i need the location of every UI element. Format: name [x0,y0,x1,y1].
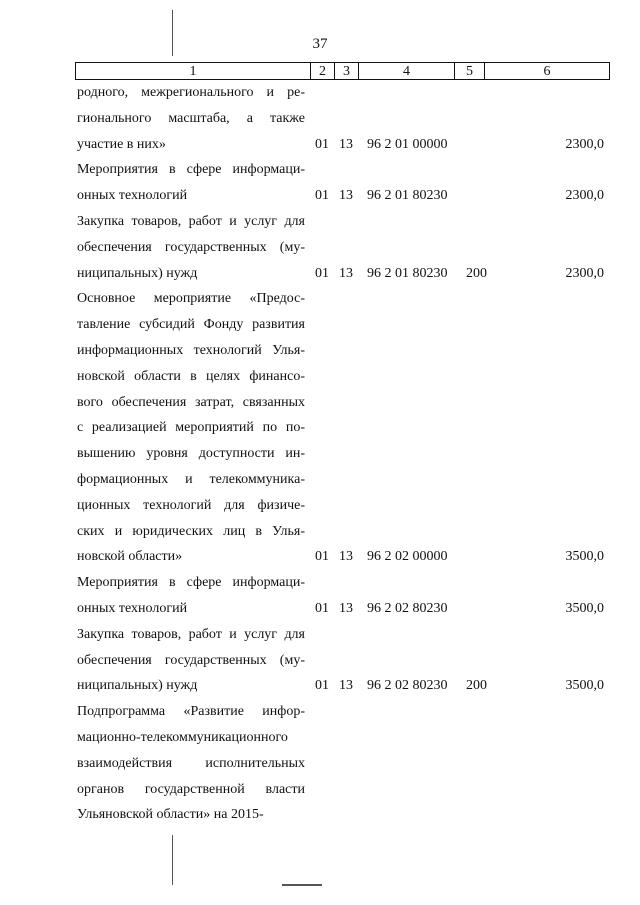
table-header [75,62,610,80]
column-header-2: 2 [311,63,335,79]
amount-value: 2300,0 [565,136,604,152]
section-code: 01 [315,549,329,565]
expense-type-code: 200 [466,265,487,281]
row-codes [0,673,640,699]
page-number: 37 [312,36,328,52]
section-code: 01 [315,678,329,694]
target-article-code: 96 2 01 00000 [367,136,448,152]
target-article-code: 96 2 02 00000 [367,549,448,565]
table-row [0,699,640,828]
description-line: Мероприятия в сфере информаци- [77,575,305,591]
description-line: Основное мероприятие «Предос- [77,291,305,307]
expense-type-code: 200 [466,678,487,694]
subsection-code: 13 [339,265,353,281]
description-line: Мероприятия в сфере информаци- [77,162,305,178]
description-line: Ульяновской области» на 2015- [77,807,264,823]
description-line: онных технологий [77,188,188,204]
description-line: органов государственной власти [77,781,305,797]
scan-mark-scribble [282,884,322,886]
description-line: обеспечения государственных (му- [77,239,305,255]
table-row [0,157,640,209]
subsection-code: 13 [339,678,353,694]
description-line: ских и юридических лиц в Улья- [77,523,305,539]
description-line: Закупка товаров, работ и услуг для [77,626,305,642]
description-line: Закупка товаров, работ и услуг для [77,213,305,229]
description-line: онных технологий [77,600,188,616]
section-code: 01 [315,188,329,204]
description-line: обеспечения государственных (му- [77,652,305,668]
description-line: участие в них» [77,136,166,152]
column-header-5: 5 [455,63,485,79]
row-codes [0,261,640,287]
description-line: новской области» [77,549,183,565]
row-codes [0,183,640,209]
column-header-1: 1 [76,63,311,79]
target-article-code: 96 2 02 80230 [367,678,448,694]
description-line: ниципальных) нужд [77,265,198,281]
section-code: 01 [315,136,329,152]
description-line: с реализацией мероприятий по по- [77,420,305,436]
row-codes [0,802,640,828]
subsection-code: 13 [339,188,353,204]
target-article-code: 96 2 02 80230 [367,600,448,616]
subsection-code: 13 [339,600,353,616]
row-codes [0,132,640,158]
description-line: вышению уровня доступности ин- [77,446,305,462]
target-article-code: 96 2 01 80230 [367,188,448,204]
scan-mark-top [172,10,173,56]
table-row [0,622,640,699]
description-line: формационных и телекоммуника- [77,471,305,487]
section-code: 01 [315,265,329,281]
description-line: родного, межрегионального и ре- [77,85,305,100]
description-line: тавление субсидий Фонду развития [77,317,305,333]
column-header-4: 4 [359,63,455,79]
description-line: Подпрограмма «Развитие инфор- [77,704,305,720]
amount-value: 2300,0 [565,265,604,281]
row-description [77,286,305,570]
description-line: информационных технологий Улья- [77,342,305,358]
amount-value: 3500,0 [565,549,604,565]
target-article-code: 96 2 01 80230 [367,265,448,281]
row-codes [0,596,640,622]
description-line: вого обеспечения затрат, связанных [77,394,305,410]
description-line: ционных технологий для физиче- [77,497,305,513]
column-header-6: 6 [543,64,551,79]
description-line: мационно-телекоммуникационного [77,729,288,745]
description-line: взаимодействия исполнительных [77,755,305,771]
column-header-3: 3 [335,63,359,79]
subsection-code: 13 [339,136,353,152]
amount-value: 2300,0 [565,188,604,204]
row-codes [0,544,640,570]
amount-value: 3500,0 [565,600,604,616]
description-line: гионального масштаба, а также [77,110,305,126]
table-body [0,80,640,828]
description-line: новской области в целях финансо- [77,368,305,384]
section-code: 01 [315,600,329,616]
table-row [0,209,640,286]
table-row [0,286,640,570]
subsection-code: 13 [339,549,353,565]
amount-value: 3500,0 [565,678,604,694]
table-row [0,80,640,157]
description-line: ниципальных) нужд [77,678,198,694]
table-row [0,570,640,622]
scan-mark-bottom [172,835,173,885]
